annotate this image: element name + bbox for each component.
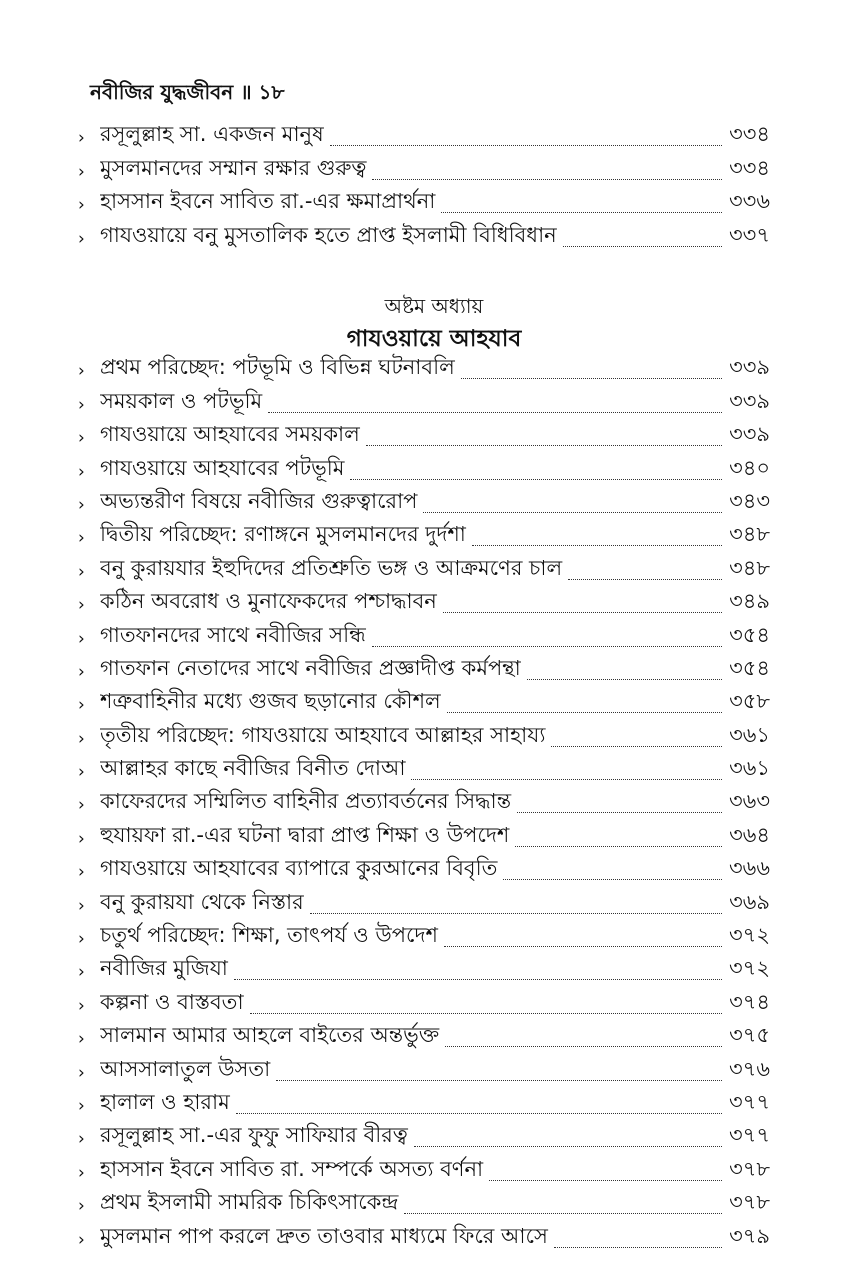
toc-entry (78, 820, 770, 853)
bullet-marker-icon: › (78, 661, 85, 682)
bullet-marker-icon: › (78, 161, 85, 182)
toc-entry (78, 453, 770, 486)
toc-entry-title: দ্বিতীয় পরিচ্ছেদ: রণাঙ্গনে মুসলমানদের দুর্দশা (100, 522, 466, 547)
bullet-marker-icon: › (78, 762, 85, 783)
toc-entry (78, 1221, 770, 1254)
toc-entry-page-number: ৩৩৯ (729, 388, 770, 413)
toc-entry (78, 654, 770, 687)
toc-entry-page-number: ৩৪৮ (729, 555, 770, 580)
toc-entry-title: কল্পনা ও বাস্তবতা (100, 989, 244, 1014)
toc-entry-page-number: ৩৬৯ (729, 889, 770, 914)
toc-entry-page-number: ৩৫৪ (729, 622, 770, 647)
toc-entry (78, 120, 770, 153)
bullet-marker-icon: › (78, 1129, 85, 1150)
toc-entry-page-number: ৩৬৬ (729, 856, 770, 881)
toc-entry-title: শত্রুবাহিনীর মধ্যে গুজব ছড়ানোর কৌশল (100, 689, 441, 714)
dotted-leader (414, 1146, 722, 1147)
toc-entry (78, 487, 770, 520)
dotted-leader (563, 246, 722, 247)
toc-entry-title: গাযওয়ায়ে আহযাবের সময়কাল (100, 422, 360, 447)
toc-entry (78, 754, 770, 787)
dotted-leader (404, 1213, 722, 1214)
toc-entry-page-number: ৩৬১ (729, 722, 770, 747)
toc-entry-title: প্রথম ইসলামী সামরিক চিকিৎসাকেন্দ্র (100, 1190, 399, 1215)
toc-entry (78, 1088, 770, 1121)
toc-entry-page-number: ৩৬১ (729, 756, 770, 781)
bullet-marker-icon: › (78, 128, 85, 149)
toc-entry (78, 687, 770, 720)
toc-entry-title: সময়কাল ও পটভূমি (100, 388, 263, 413)
bullet-marker-icon: › (78, 1095, 85, 1116)
toc-entry-title: গাতফান নেতাদের সাথে নবীজির প্রজ্ঞাদীপ্ত কর্মপন্থা (100, 655, 521, 680)
bullet-marker-icon: › (78, 1229, 85, 1250)
toc-list-chapter-eight (78, 353, 770, 1255)
dotted-leader (472, 545, 722, 546)
toc-entry (78, 153, 770, 186)
toc-entry (78, 887, 770, 920)
dotted-leader (372, 646, 722, 647)
toc-entry-title: গাতফানদের সাথে নবীজির সন্ধি (100, 622, 366, 647)
bullet-marker-icon: › (78, 528, 85, 549)
toc-entry-title: হালাল ও হারাম (100, 1089, 230, 1114)
toc-entry (78, 620, 770, 653)
dotted-leader (268, 412, 722, 413)
bullet-marker-icon: › (78, 1029, 85, 1050)
toc-entry-title: অভ্যন্তরীণ বিষয়ে নবীজির গুরুত্বারোপ (100, 488, 418, 513)
toc-entry (78, 1121, 770, 1154)
dotted-leader (310, 913, 722, 914)
toc-entry (78, 1154, 770, 1187)
dotted-leader (517, 812, 722, 813)
toc-entry-title: হাসসান ইবনে সাবিত রা.-এর ক্ষমাপ্রার্থনা (100, 189, 436, 214)
toc-list-previous-chapter (78, 120, 770, 254)
bullet-marker-icon: › (78, 195, 85, 216)
toc-entry-page-number: ৩৭৭ (729, 1089, 770, 1114)
toc-entry-page-number: ৩৩৪ (729, 122, 770, 147)
toc-entry-title: গাযওয়ায়ে আহযাবের পটভূমি (100, 455, 345, 480)
bullet-marker-icon: › (78, 561, 85, 582)
toc-entry-page-number: ৩৭৯ (729, 1223, 770, 1248)
toc-entry-title: তৃতীয় পরিচ্ছেদ: গাযওয়ায়ে আহযাবে আল্লাহর সাহায্য (100, 722, 546, 747)
toc-entry-page-number: ৩৭২ (729, 923, 770, 948)
toc-entry-title: রসূলুল্লাহ সা. একজন মানুষ (100, 122, 324, 147)
toc-entry-page-number: ৩৭৭ (729, 1123, 770, 1148)
toc-entry-page-number: ৩৭২ (729, 956, 770, 981)
dotted-leader (554, 1247, 722, 1248)
toc-entry-page-number: ৩৪৮ (729, 522, 770, 547)
toc-entry (78, 921, 770, 954)
dotted-leader (234, 979, 722, 980)
toc-entry-title: হুযায়ফা রা.-এর ঘটনা দ্বারা প্রাপ্ত শিক্ষা ও উপদেশ (100, 822, 510, 847)
toc-entry-page-number: ৩৩৯ (729, 422, 770, 447)
bullet-marker-icon: › (78, 595, 85, 616)
toc-entry-page-number: ৩৩৯ (729, 355, 770, 380)
toc-entry-title: আল্লাহর কাছে নবীজির বিনীত দোআ (100, 756, 406, 781)
toc-entry-title: বনু কুরায়যার ইহুদিদের প্রতিশ্রুতি ভঙ্গ ও আক্রমণের চাল (100, 555, 563, 580)
toc-entry-title: আসসালাতুল উসতা (100, 1056, 271, 1081)
dotted-leader (447, 712, 722, 713)
toc-entry (78, 520, 770, 553)
bullet-marker-icon: › (78, 361, 85, 382)
bullet-marker-icon: › (78, 862, 85, 883)
toc-entry (78, 587, 770, 620)
toc-entry-title: রসূলুল্লাহ সা.-এর ফুফু সাফিয়ার বীরত্ব (100, 1123, 408, 1148)
bullet-marker-icon: › (78, 995, 85, 1016)
bullet-marker-icon: › (78, 1062, 85, 1083)
toc-entry-title: কঠিন অবরোধ ও মুনাফেকদের পশ্চাদ্ধাবন (100, 589, 437, 614)
toc-entry (78, 386, 770, 419)
dotted-leader (330, 145, 722, 146)
dotted-leader (411, 779, 722, 780)
toc-entry (78, 1054, 770, 1087)
toc-entry-page-number: ৩৭৪ (729, 989, 770, 1014)
toc-entry-page-number: ৩৬৩ (729, 789, 770, 814)
toc-entry (78, 720, 770, 753)
dotted-leader (527, 679, 722, 680)
dotted-leader (445, 1046, 722, 1047)
bullet-marker-icon: › (78, 728, 85, 749)
toc-entry-title: মুসলমান পাপ করলে দ্রুত তাওবার মাধ্যমে ফিরে আসে (100, 1223, 548, 1248)
running-header: নবীজির যুদ্ধজীবন ॥ ১৮ (90, 80, 285, 104)
toc-entry-page-number: ৩৫৪ (729, 655, 770, 680)
toc-entry-page-number: ৩৭৫ (729, 1023, 770, 1048)
toc-entry-title: চতুর্থ পরিচ্ছেদ: শিক্ষা, তাৎপর্য ও উপদেশ (100, 923, 438, 948)
toc-entry (78, 1021, 770, 1054)
bullet-marker-icon: › (78, 228, 85, 249)
dotted-leader (441, 212, 722, 213)
dotted-leader (568, 579, 722, 580)
toc-entry (78, 220, 770, 253)
toc-entry (78, 987, 770, 1020)
bullet-marker-icon: › (78, 461, 85, 482)
dotted-leader (515, 846, 722, 847)
chapter-title: গাযওয়ায়ে আহযাব (346, 326, 522, 352)
dotted-leader (443, 612, 722, 613)
toc-entry-page-number: ৩৬৪ (729, 822, 770, 847)
toc-entry-page-number: ৩৫৮ (729, 689, 770, 714)
bullet-marker-icon: › (78, 828, 85, 849)
toc-entry-title: কাফেরদের সম্মিলিত বাহিনীর প্রত্যাবর্তনের সিদ্ধান্ত (100, 789, 512, 814)
chapter-number: অষ্টম অধ্যায় (384, 294, 484, 318)
toc-entry-title: মুসলমানদের সম্মান রক্ষার গুরুত্ব (100, 155, 367, 180)
dotted-leader (350, 479, 722, 480)
toc-entry-title: হাসসান ইবনে সাবিত রা. সম্পর্কে অসত্য বর্ণনা (100, 1156, 484, 1181)
bullet-marker-icon: › (78, 929, 85, 950)
bullet-marker-icon: › (78, 428, 85, 449)
dotted-leader (366, 445, 722, 446)
toc-entry (78, 187, 770, 220)
toc-entry-title: গাযওয়ায়ে বনু মুসতালিক হতে প্রাপ্ত ইসলামী বিধিবিধান (100, 222, 557, 247)
bullet-marker-icon: › (78, 1162, 85, 1183)
dotted-leader (276, 1080, 722, 1081)
toc-entry (78, 353, 770, 386)
toc-entry-page-number: ৩৭৮ (729, 1156, 770, 1181)
toc-entry-page-number: ৩৩৭ (729, 222, 770, 247)
bullet-marker-icon: › (78, 1196, 85, 1217)
toc-entry (78, 553, 770, 586)
dotted-leader (236, 1113, 722, 1114)
toc-entry-title: বনু কুরায়যা থেকে নিস্তার (100, 889, 304, 914)
toc-entry-page-number: ৩৪৯ (729, 589, 770, 614)
bullet-marker-icon: › (78, 795, 85, 816)
bullet-marker-icon: › (78, 962, 85, 983)
dotted-leader (503, 879, 722, 880)
toc-entry-title: প্রথম পরিচ্ছেদ: পটভূমি ও বিভিন্ন ঘটনাবলি (100, 355, 455, 380)
dotted-leader (372, 179, 722, 180)
toc-entry (78, 854, 770, 887)
bullet-marker-icon: › (78, 494, 85, 515)
toc-entry-page-number: ৩৩৬ (729, 189, 770, 214)
toc-entry (78, 1188, 770, 1221)
bullet-marker-icon: › (78, 895, 85, 916)
dotted-leader (489, 1180, 722, 1181)
dotted-leader (250, 1013, 722, 1014)
toc-entry-title: সালমান আমার আহলে বাইতের অন্তর্ভুক্ত (100, 1023, 440, 1048)
dotted-leader (444, 946, 722, 947)
bullet-marker-icon: › (78, 628, 85, 649)
bullet-marker-icon: › (78, 695, 85, 716)
toc-entry (78, 420, 770, 453)
bullet-marker-icon: › (78, 394, 85, 415)
toc-entry-page-number: ৩৭৬ (729, 1056, 770, 1081)
dotted-leader (423, 512, 722, 513)
dotted-leader (551, 746, 722, 747)
toc-entry (78, 954, 770, 987)
toc-entry (78, 787, 770, 820)
dotted-leader (461, 378, 722, 379)
toc-entry-title: নবীজির মুজিযা (100, 956, 228, 981)
toc-entry-page-number: ৩৪০ (729, 455, 770, 480)
toc-entry-page-number: ৩৪৩ (729, 488, 770, 513)
toc-entry-page-number: ৩৩৪ (729, 155, 770, 180)
toc-entry-title: গাযওয়ায়ে আহযাবের ব্যাপারে কুরআনের বিবৃতি (100, 856, 498, 881)
toc-entry-page-number: ৩৭৮ (729, 1190, 770, 1215)
